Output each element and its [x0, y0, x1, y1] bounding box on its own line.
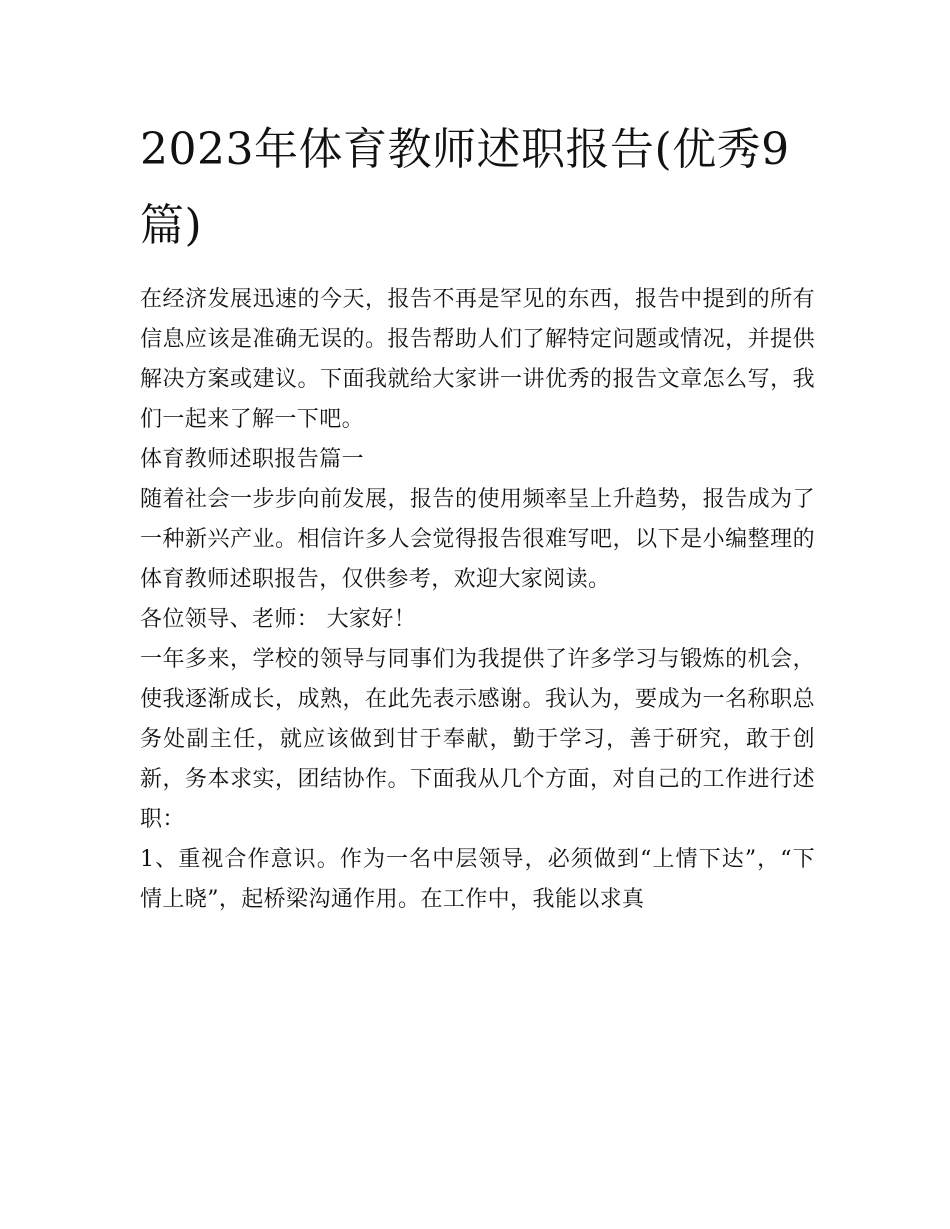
document-body	[140, 280, 815, 920]
title-text: 2023年体育教师述职报告(优秀9篇)	[140, 124, 790, 251]
document-title	[140, 112, 820, 264]
body-paragraph: 一年多来，学校的领导与同事们为我提供了许多学习与锻炼的机会，使我逐渐成长，成熟，在此先表示感谢。我认为，要成为一名称职总务处副主任，就应该做到甘于奉献，勤于学习，善于研究，敢于创新，务本求实，团结协作。下面我从几个方面，对自己的工作进行述职：	[140, 647, 815, 832]
numbered-paragraph: 1、重视合作意识。作为一名中层领导，必须做到“上情下达”，“下情上晓”，起桥梁沟通作用。在工作中，我能以求真	[140, 847, 815, 912]
body-paragraph: 随着社会一步步向前发展，报告的使用频率呈上升趋势，报告成为了一种新兴产业。相信许多人会觉得报告很难写吧，以下是小编整理的体育教师述职报告，仅供参考，欢迎大家阅读。	[140, 487, 815, 592]
intro-paragraph: 在经济发展迅速的今天，报告不再是罕见的东西，报告中提到的所有信息应该是准确无误的。报告帮助人们了解特定问题或情况，并提供解决方案或建议。下面我就给大家讲一讲优秀的报告文章怎么写，我们一起来了解一下吧。	[140, 287, 815, 432]
section-heading: 体育教师述职报告篇一	[140, 447, 365, 472]
greeting-line: 各位领导、老师： 大家好！	[140, 607, 417, 632]
